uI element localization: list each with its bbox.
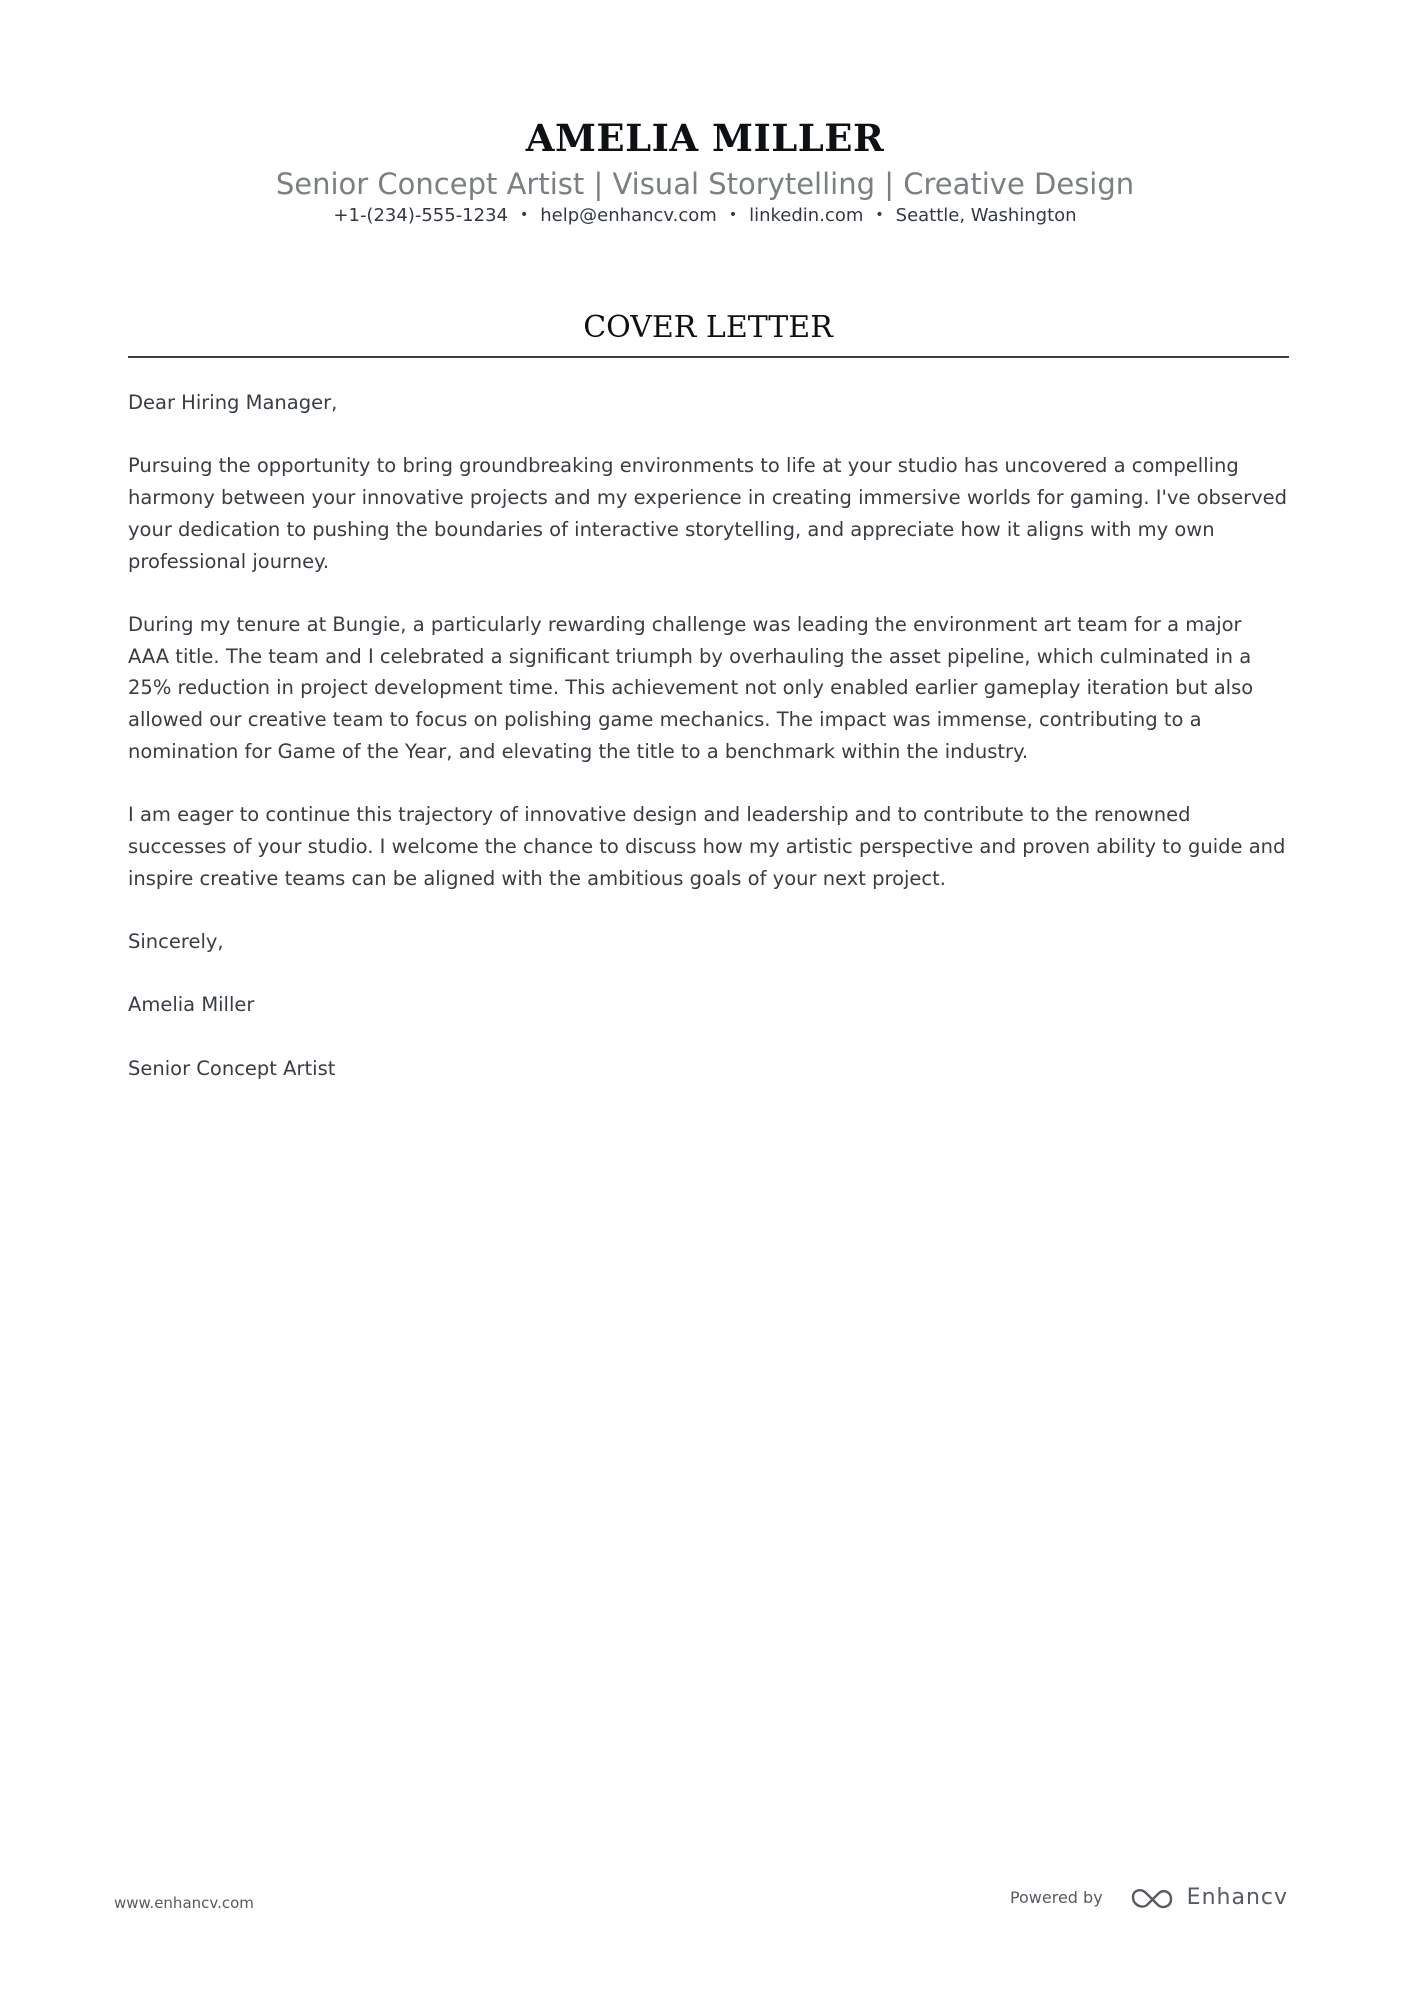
letter-paragraph: During my tenure at Bungie, a particularly rewarding challenge was leading the environment art team for a major AAA title. The team and I celebrated a significant triumph by overhauling the asset pipeline, which culminated in a 25% reduction in project development time. This achievement not only enabled earlier gameplay iteration but also allowed our creative team to focus on polishing game mechanics. The impact was immense, contributing to a nomination for Game of the Year, and elevating the title to a benchmark within the industry.: [128, 612, 1254, 763]
contact-linkedin[interactable]: linkedin.com: [749, 205, 864, 226]
section-divider: [128, 356, 1289, 358]
contact-phone: +1-(234)-555-1234: [333, 205, 508, 226]
letter-paragraph: I am eager to continue this trajectory of innovative design and leadership and to contribute to the renowned successes of your studio. I welcome the chance to discuss how my artistic perspective and proven ability to guide and inspire creative teams can be aligned with the ambitious goals of your next project.: [128, 803, 1286, 890]
section-title: COVER LETTER: [583, 310, 833, 345]
contact-email[interactable]: help@enhancv.com: [540, 205, 717, 226]
letter-greeting: Dear Hiring Manager,: [128, 391, 338, 414]
brand-name: Enhancv: [1186, 1884, 1288, 1910]
contact-info: [0, 204, 1410, 229]
letter-body: [128, 387, 1288, 1116]
contact-separator: •: [520, 207, 529, 223]
footer-website[interactable]: www.enhancv.com: [114, 1894, 254, 1912]
candidate-tagline: Senior Concept Artist | Visual Storytelling | Creative Design: [275, 167, 1135, 201]
signature-title: Senior Concept Artist: [128, 1056, 336, 1080]
contact-separator: •: [875, 207, 884, 223]
resume-header: [0, 112, 1410, 229]
candidate-name: AMELIA MILLER: [525, 116, 885, 160]
contact-location: Seattle, Washington: [895, 205, 1077, 226]
letter-closing: Sincerely,: [128, 929, 224, 953]
enhancv-logo-icon: [1129, 1884, 1175, 1910]
powered-by-label: Powered by: [1009, 1887, 1103, 1907]
letter-paragraph: Pursuing the opportunity to bring groundbreaking environments to life at your studio has uncovered a compelling harmony between your innovative projects and my experience in creating immersive worlds for gaming. I've observed your dedication to pushing the boundaries of interactive storytelling, and appreciate how it aligns with my own professional journey.: [128, 454, 1288, 573]
footer-branding[interactable]: [1010, 1884, 1288, 1910]
contact-separator: •: [728, 207, 738, 223]
signature-name: Amelia Miller: [128, 993, 255, 1017]
